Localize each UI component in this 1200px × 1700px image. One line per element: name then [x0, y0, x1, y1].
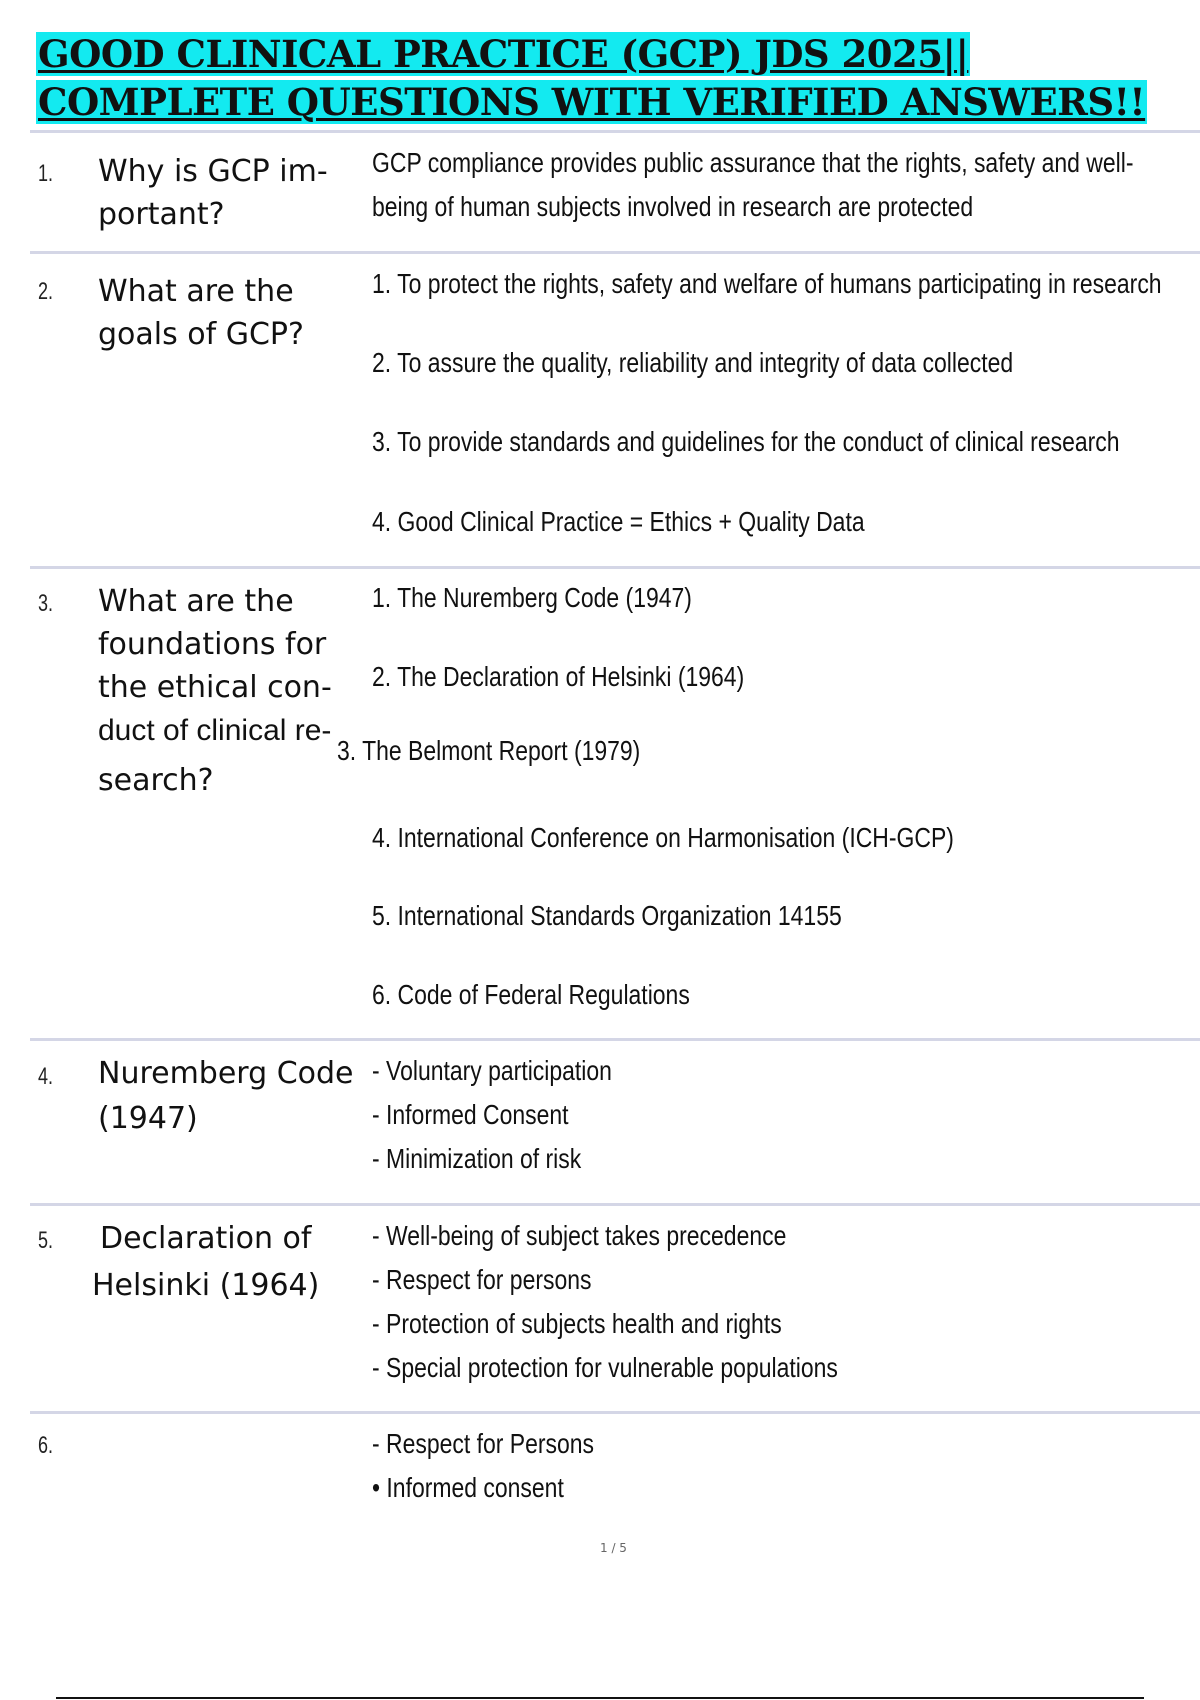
- answer-text: 2. The Declaration of Helsinki (1964): [372, 661, 745, 692]
- question-text: [98, 580, 348, 802]
- row-divider: [30, 1038, 1200, 1041]
- question-line: the ethical con-: [98, 670, 332, 705]
- question-text: What are the goals of GCP?: [98, 274, 304, 352]
- question-text: [92, 1217, 352, 1311]
- row-divider: [30, 566, 1200, 569]
- answer-text: - Informed Consent: [372, 1099, 569, 1130]
- row-number: 5.: [38, 1227, 54, 1254]
- question-line: Helsinki (1964): [92, 1268, 320, 1303]
- answer-text: - Voluntary participation: [372, 1055, 612, 1086]
- title-line-1: GOOD CLINICAL PRACTICE (GCP) JDS 2025||: [38, 32, 969, 76]
- question-text: Why is GCP im- portant?: [98, 154, 328, 232]
- answer-text: 3. The Belmont Report (1979): [337, 735, 641, 766]
- answer-text: 5. International Standards Organization 14155: [372, 900, 842, 931]
- row-divider: [30, 1411, 1200, 1414]
- question-text: [98, 1052, 368, 1142]
- row-divider: [30, 130, 1200, 133]
- answer-text: • Informed consent: [372, 1472, 564, 1503]
- answer-text: - Special protection for vulnerable populations: [372, 1352, 838, 1383]
- row-divider: [30, 251, 1200, 254]
- answer-text: 2. To assure the quality, reliability and integrity of data collected: [372, 347, 1014, 378]
- row-number: 3.: [38, 590, 54, 617]
- document-title: [36, 30, 1186, 126]
- answer-text: - Protection of subjects health and rights: [372, 1308, 782, 1339]
- answer-text: 3. To provide standards and guidelines for the conduct of clinical research: [372, 426, 1120, 457]
- answer-text: GCP compliance provides public assurance that the rights, safety and well-being of human subjects involved in research are protected: [372, 147, 1134, 222]
- question-line: duct of clinical re-: [98, 714, 332, 747]
- answer-text: 4. Good Clinical Practice = Ethics + Quality Data: [372, 506, 865, 537]
- answer-text: - Well-being of subject takes precedence: [372, 1220, 787, 1251]
- answer-text: 1. The Nuremberg Code (1947): [372, 582, 692, 613]
- row-number: 1.: [38, 160, 54, 187]
- question-line: Declaration of: [100, 1221, 312, 1256]
- row-number: 6.: [38, 1432, 54, 1459]
- footer-divider: [56, 1697, 1144, 1699]
- answer-text: - Minimization of risk: [372, 1143, 582, 1174]
- question-line: (1947): [98, 1101, 198, 1136]
- question-line: foundations for: [98, 627, 327, 662]
- answer-text: - Respect for persons: [372, 1264, 592, 1295]
- row-divider: [30, 1203, 1200, 1206]
- title-line-2: COMPLETE QUESTIONS WITH VERIFIED ANSWERS!!: [38, 80, 1146, 124]
- question-line: search?: [98, 763, 214, 798]
- answer-text: 1. To protect the rights, safety and welfare of humans participating in research: [372, 268, 1162, 299]
- question-line: Nuremberg Code: [98, 1056, 354, 1091]
- answer-text: 6. Code of Federal Regulations: [372, 979, 690, 1010]
- answer-text: 4. International Conference on Harmonisation (ICH-GCP): [372, 822, 954, 853]
- answer-text: - Respect for Persons: [372, 1428, 595, 1459]
- question-line: What are the: [98, 584, 294, 619]
- row-number: 2.: [38, 278, 54, 305]
- row-number: 4.: [38, 1063, 54, 1090]
- page-number: 1 / 5: [600, 1541, 627, 1555]
